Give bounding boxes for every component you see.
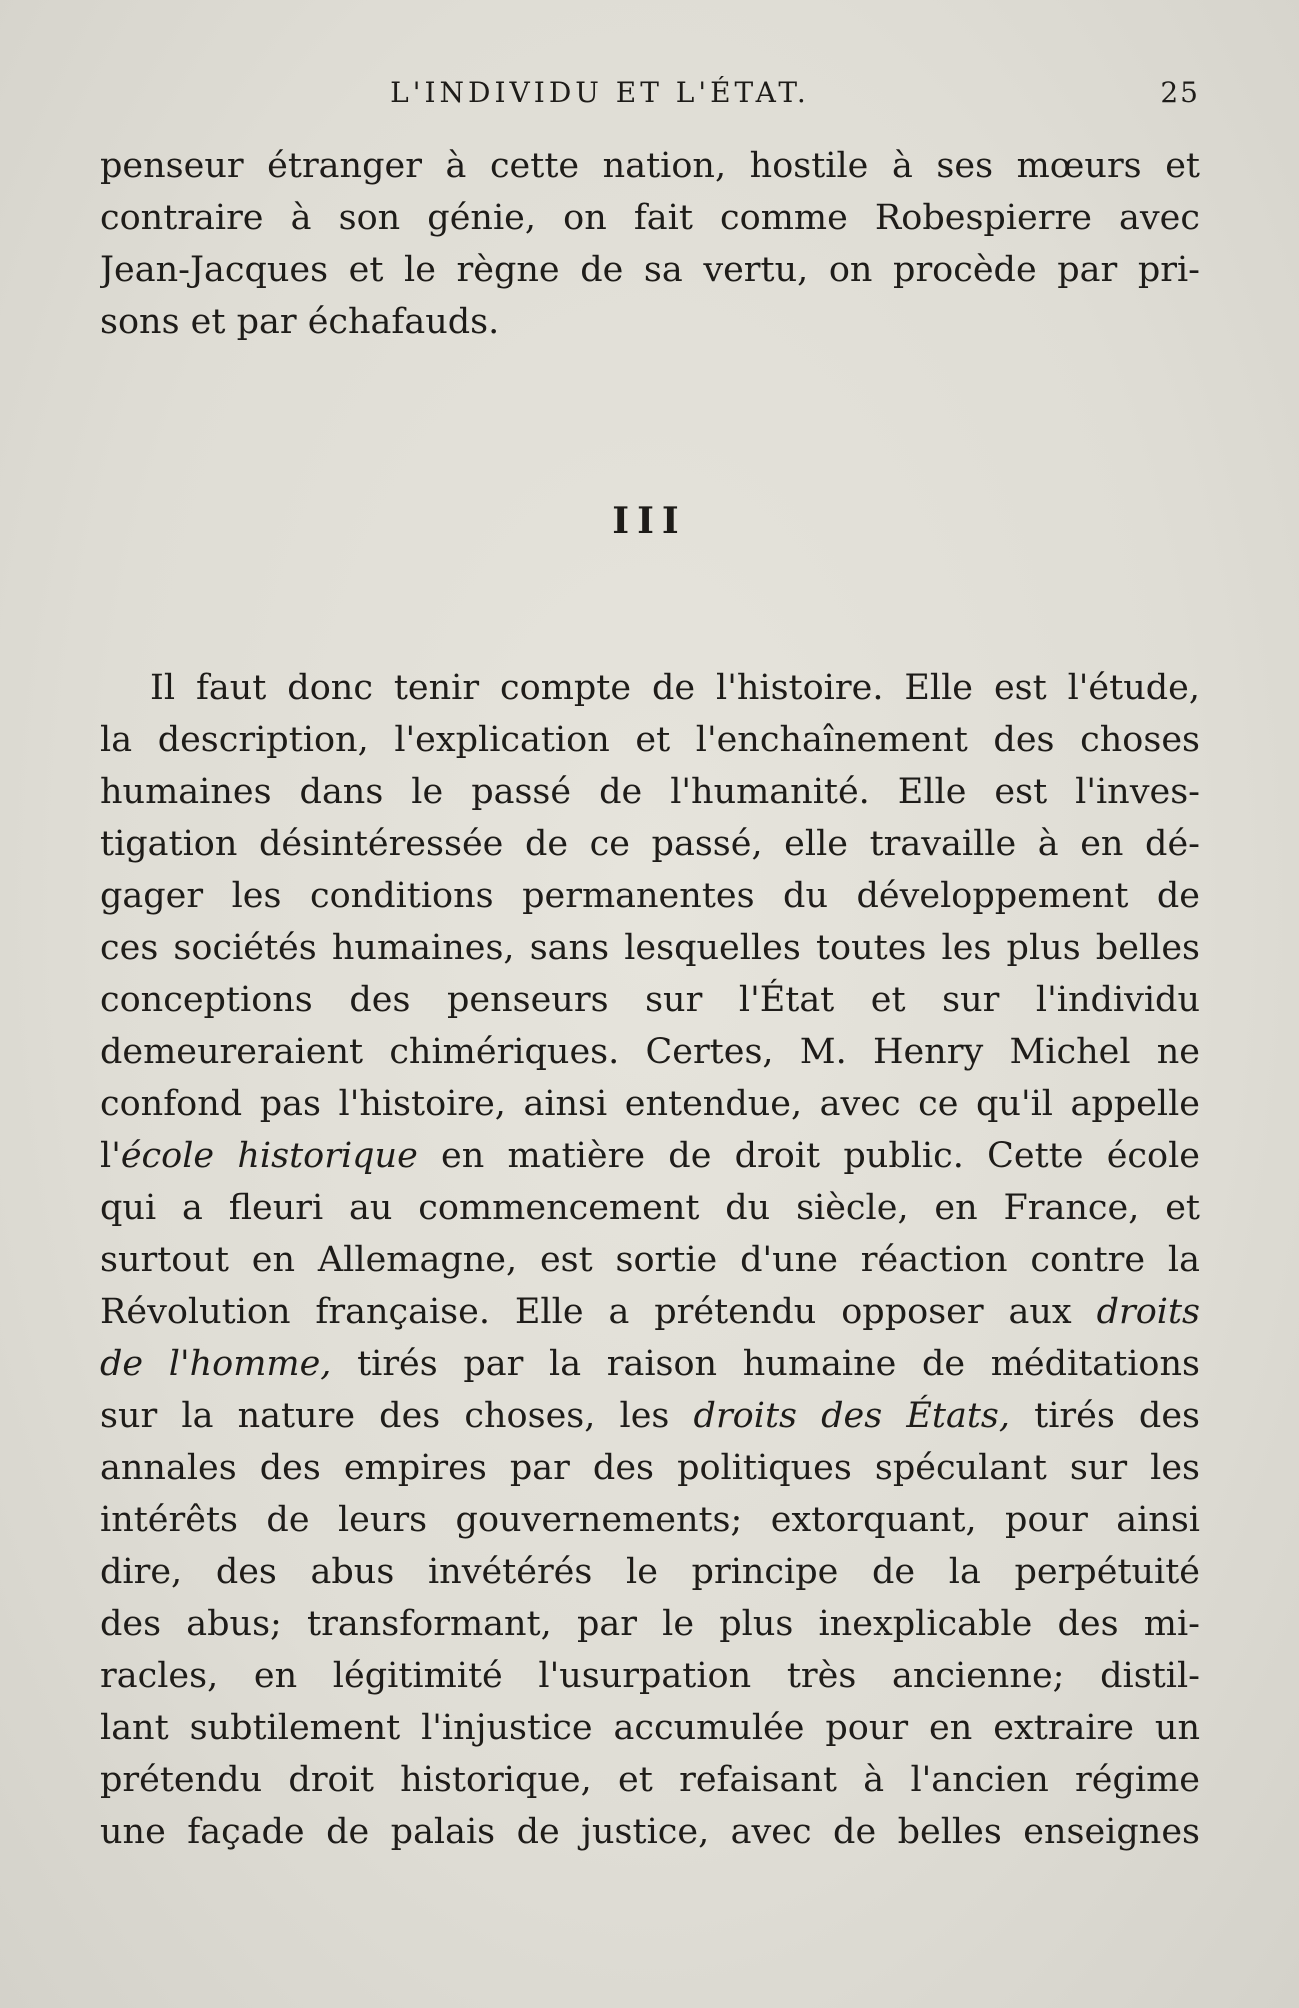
italic-phrase: droits: [1096, 1292, 1200, 1332]
text-line: une façade de palais de justice, avec de belles enseignes: [100, 1812, 1200, 1852]
text-line: [100, 1390, 1200, 1442]
text-line: [100, 1286, 1200, 1338]
text-run: tirés par la raison humaine de méditations: [331, 1344, 1200, 1384]
text-run: sur la nature des choses, les: [100, 1396, 694, 1436]
text-line: gager les conditions permanentes du développement de: [100, 876, 1200, 916]
text-line: [100, 1130, 1200, 1182]
text-run: en matière de droit public. Cette école: [417, 1136, 1200, 1176]
text-line: dire, des abus invétérés le principe de la perpétuité: [100, 1552, 1200, 1592]
running-head: [100, 72, 1200, 112]
section-number: III: [612, 500, 687, 542]
text-line: lant subtilement l'injustice accumulée pour en extraire un: [100, 1708, 1200, 1748]
text-line: penseur étranger à cette nation, hostile à ses mœurs et: [100, 146, 1200, 186]
text-line: [100, 1338, 1200, 1390]
text-line: la description, l'explication et l'enchaînement des choses: [100, 720, 1200, 760]
text-line: Jean-Jacques et le règne de sa vertu, on procède par pri-: [100, 250, 1200, 290]
text-line: qui a fleuri au commencement du siècle, en France, et: [100, 1188, 1200, 1228]
text-line: des abus; transformant, par le plus inexplicable des mi-: [100, 1604, 1200, 1644]
text-line: demeureraient chimériques. Certes, M. Henry Michel ne: [100, 1032, 1200, 1072]
top-paragraph: [100, 140, 1200, 348]
text-run: Révolution française. Elle a prétendu opposer aux: [100, 1292, 1097, 1332]
italic-phrase: droits des États,: [693, 1396, 1010, 1436]
text-line: contraire à son génie, on fait comme Robespierre avec: [100, 198, 1200, 238]
text-line: annales des empires par des politiques spéculant sur les: [100, 1448, 1200, 1488]
text-line: ces sociétés humaines, sans lesquelles toutes les plus belles: [100, 928, 1200, 968]
text-run: tirés des: [1009, 1396, 1200, 1436]
text-line: humaines dans le passé de l'humanité. Elle est l'inves-: [100, 772, 1200, 812]
running-title: L'INDIVIDU ET L'ÉTAT.: [390, 76, 810, 109]
text-line: racles, en légitimité l'usurpation très ancienne; distil-: [100, 1656, 1200, 1696]
main-paragraph: [100, 662, 1200, 1858]
text-line: confond pas l'histoire, ainsi entendue, avec ce qu'il appelle: [100, 1084, 1200, 1124]
text-line: intérêts de leurs gouvernements; extorquant, pour ainsi: [100, 1500, 1200, 1540]
text-line: conceptions des penseurs sur l'État et sur l'individu: [100, 980, 1200, 1020]
text-line: tigation désintéressée de ce passé, elle travaille à en dé-: [100, 824, 1200, 864]
text-line: prétendu droit historique, et refaisant à l'ancien régime: [100, 1760, 1200, 1800]
text-run: l': [100, 1136, 121, 1176]
text-line: Il faut donc tenir compte de l'histoire. Elle est l'étude,: [150, 668, 1200, 708]
italic-phrase: école historique: [120, 1136, 418, 1176]
text-line: sons et par échafauds.: [100, 302, 500, 342]
text-line: surtout en Allemagne, est sortie d'une réaction contre la: [100, 1240, 1200, 1280]
italic-phrase: de l'homme,: [100, 1344, 332, 1384]
page-number: 25: [1160, 76, 1200, 109]
